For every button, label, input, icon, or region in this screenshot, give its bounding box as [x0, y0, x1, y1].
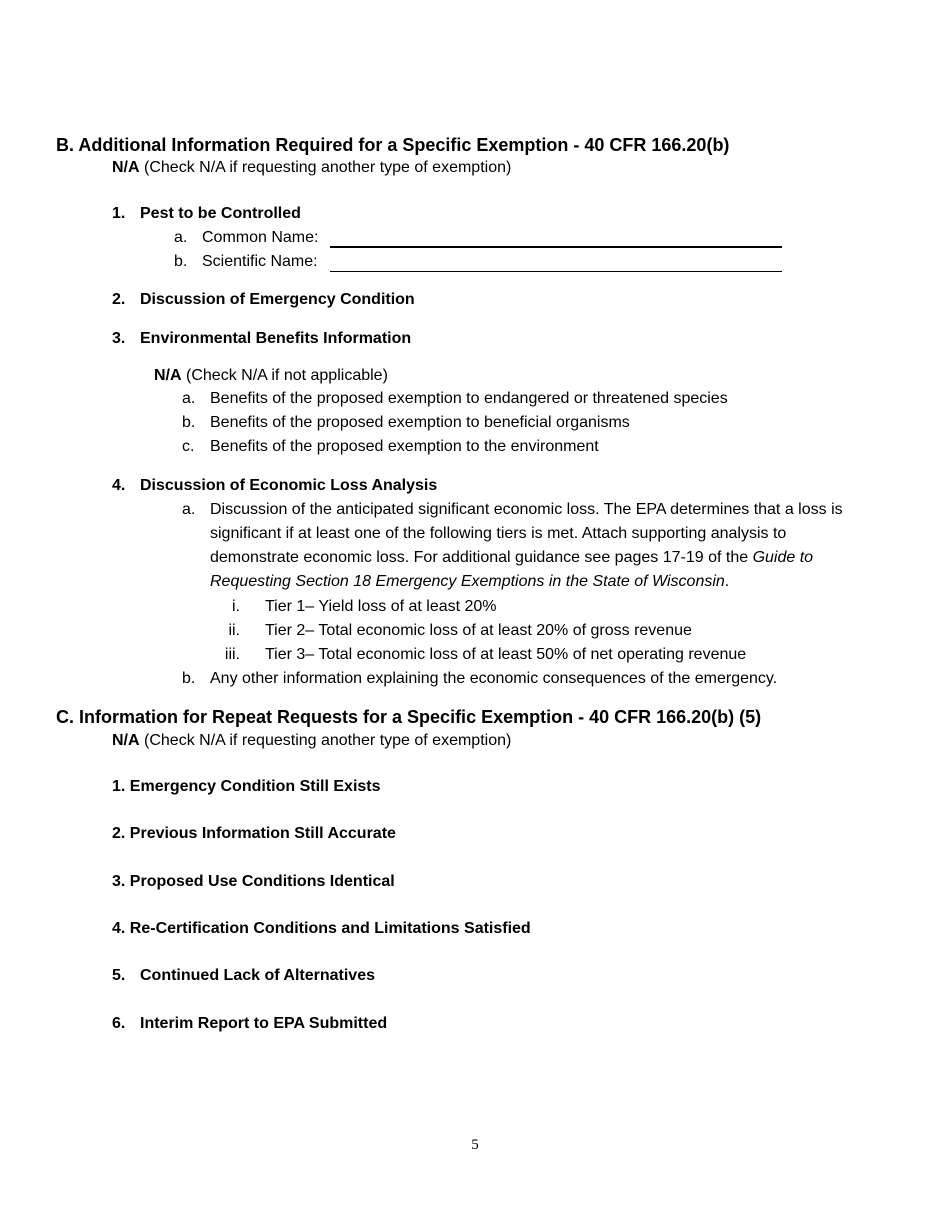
- section-b-heading: B. Additional Information Required for a Specific Exemption - 40 CFR 166.20(b): [56, 135, 730, 155]
- paragraph-line: [210, 573, 729, 591]
- scientific-name-field[interactable]: [330, 271, 782, 272]
- list-item: Benefits of the proposed exemption to endangered or threatened species: [210, 390, 728, 407]
- period: .: [724, 573, 730, 590]
- guide-title: Guide to: [752, 549, 814, 566]
- item-number: 6.: [112, 1015, 126, 1032]
- emergency-condition-heading: Discussion of Emergency Condition: [140, 291, 415, 308]
- list-item: Benefits of the proposed exemption to the environment: [210, 438, 599, 455]
- list-letter: a.: [174, 229, 188, 246]
- pest-heading: Pest to be Controlled: [140, 205, 301, 222]
- list-letter: b.: [174, 253, 188, 270]
- previous-info-accurate-heading: 2. Previous Information Still Accurate: [112, 825, 396, 842]
- na-note: (Check N/A if requesting another type of exemption): [144, 732, 512, 749]
- item-number: 4.: [112, 477, 126, 494]
- guide-title: Requesting Section 18 Emergency Exemptions in the State of Wisconsin: [210, 573, 725, 590]
- roman-numeral: ii.: [228, 622, 240, 639]
- scientific-name-label: Scientific Name:: [202, 253, 318, 270]
- item-number: 3.: [112, 330, 126, 347]
- paragraph-line: Discussion of the anticipated significant economic loss. The EPA determines that a loss is: [210, 501, 843, 518]
- na-checkbox-label[interactable]: N/A: [154, 367, 182, 384]
- section-b-na: [112, 159, 511, 177]
- recertification-heading: 4. Re-Certification Conditions and Limitations Satisfied: [112, 920, 531, 937]
- lack-of-alternatives-heading: Continued Lack of Alternatives: [140, 967, 375, 984]
- emergency-still-exists-heading: 1. Emergency Condition Still Exists: [112, 778, 381, 795]
- item-number: 5.: [112, 967, 126, 984]
- page-number: 5: [471, 1137, 479, 1153]
- na-note: (Check N/A if not applicable): [186, 367, 388, 384]
- paragraph-line: [210, 549, 813, 567]
- section-c-na: [112, 732, 511, 750]
- list-item: Benefits of the proposed exemption to beneficial organisms: [210, 414, 630, 431]
- common-name-field[interactable]: [330, 246, 782, 248]
- na-note: (Check N/A if requesting another type of exemption): [144, 159, 512, 176]
- paragraph-text: demonstrate economic loss. For additional guidance see pages 17-19 of the: [210, 549, 749, 566]
- list-item: Any other information explaining the economic consequences of the emergency.: [210, 670, 778, 687]
- tier-item: Tier 1– Yield loss of at least 20%: [265, 598, 497, 615]
- roman-numeral: i.: [232, 598, 240, 615]
- list-letter: c.: [182, 438, 195, 455]
- na-checkbox-label[interactable]: N/A: [112, 732, 140, 749]
- paragraph-line: significant if at least one of the following tiers is met. Attach supporting analysis to: [210, 525, 787, 542]
- interim-report-heading: Interim Report to EPA Submitted: [140, 1015, 388, 1032]
- tier-item: Tier 2– Total economic loss of at least 20% of gross revenue: [265, 622, 692, 639]
- environmental-benefits-heading: Environmental Benefits Information: [140, 330, 412, 347]
- env-na: [154, 367, 388, 385]
- na-checkbox-label[interactable]: N/A: [112, 159, 140, 176]
- list-letter: b.: [182, 670, 196, 687]
- item-number: 2.: [112, 291, 126, 308]
- use-conditions-identical-heading: 3. Proposed Use Conditions Identical: [112, 873, 395, 890]
- section-c-heading: C. Information for Repeat Requests for a Specific Exemption - 40 CFR 166.20(b) (5): [56, 707, 762, 727]
- economic-loss-heading: Discussion of Economic Loss Analysis: [140, 477, 438, 494]
- list-letter: b.: [182, 414, 196, 431]
- roman-numeral: iii.: [224, 646, 240, 663]
- common-name-label: Common Name:: [202, 229, 319, 246]
- tier-item: Tier 3– Total economic loss of at least 50% of net operating revenue: [265, 646, 747, 663]
- item-number: 1.: [112, 205, 126, 222]
- list-letter: a.: [182, 501, 196, 518]
- list-letter: a.: [182, 390, 196, 407]
